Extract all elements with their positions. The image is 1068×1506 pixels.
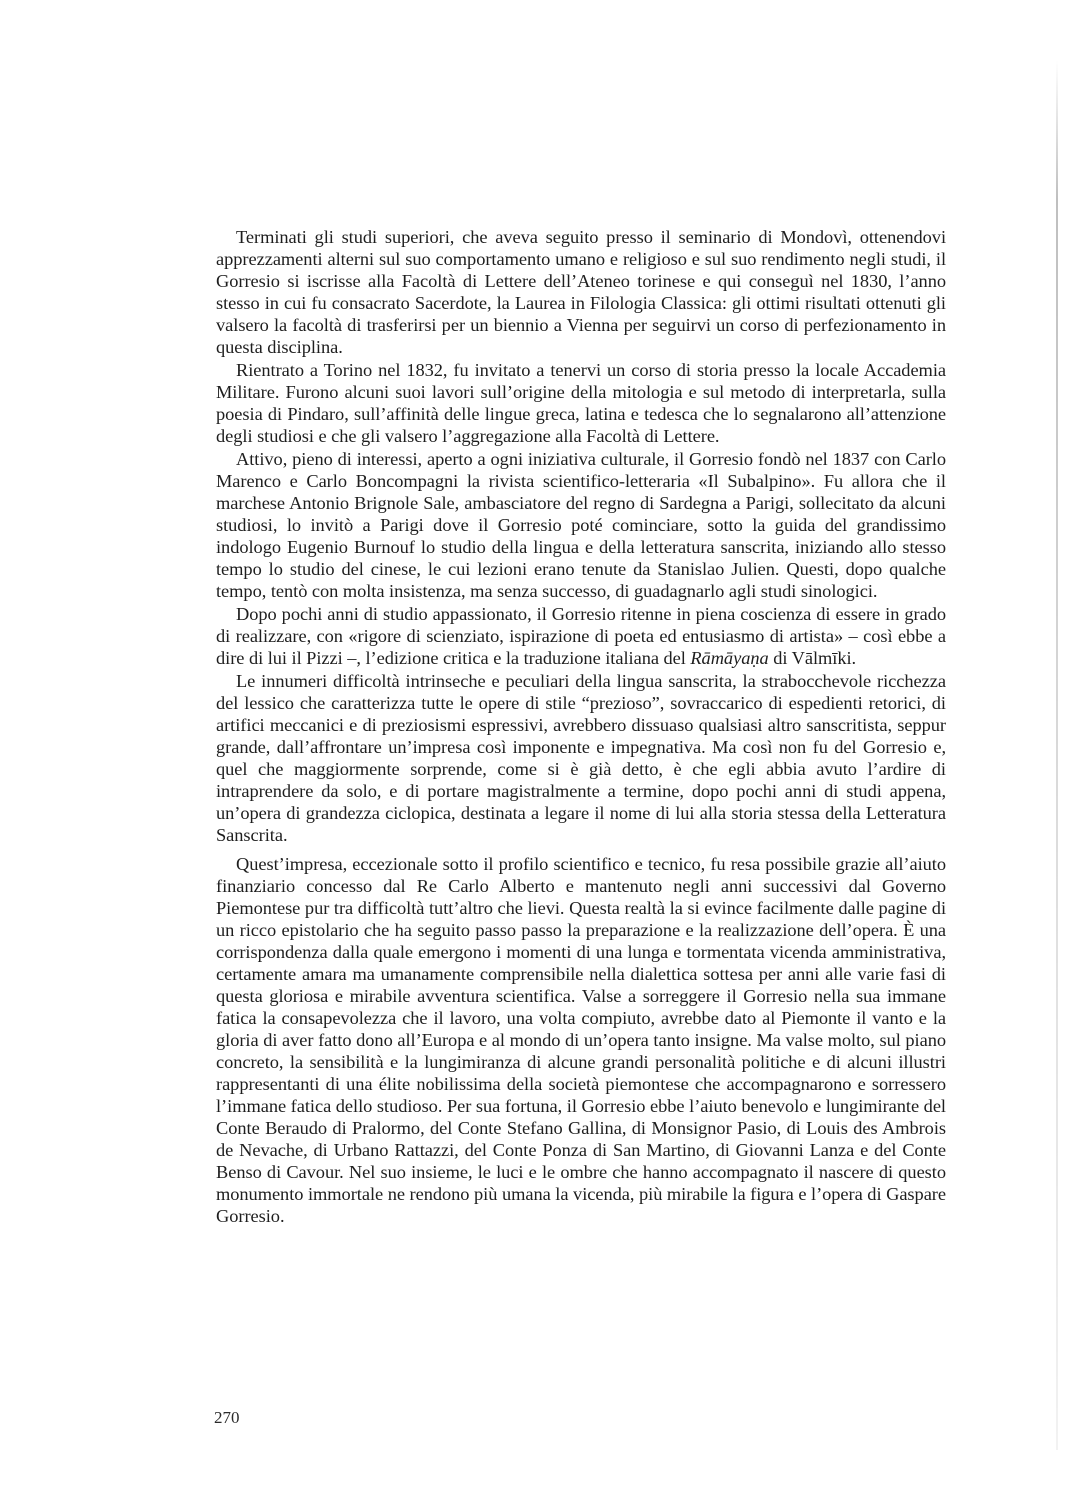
ramayana-title: Rāmāyaṇa [690, 648, 769, 668]
paragraph-4-text-before: Dopo pochi anni di studio appassionato, il Gorresio ritenne in piena coscienza di essere in grado di realizzare, con «rigore di scienziato, ispirazione di poeta ed entusiasmo di artista» – così ebbe a dire di lui il Pizzi –, l’edizione critica e la traduzione italiana del [216, 604, 946, 668]
paragraph-5: Le innumeri difficoltà intrinseche e peculiari della lingua sanscrita, la strabocchevole ricchezza del lessico che caratterizza tutte le opere di stile “prezioso”, sovraccarico di espedienti retorici, di artifici meccanici e di preziosismi espressivi, avrebbero dissuaso qualsiasi altro sanscritista, seppur grande, dall’affrontare un’impresa così imponente e impegnativa. Ma così non fu del Gorresio e, quel che maggiormente sorprende, come si è già detto, è che egli abbia avuto l’ardire di intraprendere da solo, e di portare magistralmente a termine, dopo pochi anni di studi appena, un’opera di grandezza ciclopica, destinata a legare il nome di lui alla storia stessa della Letteratura Sanscrita. [216, 671, 946, 845]
paragraph-3: Attivo, pieno di interessi, aperto a ogni iniziativa culturale, il Gorresio fondò nel 1837 con Carlo Marenco e Carlo Boncompagni la rivista scientifico-letteraria «Il Subalpino». Fu allora che il marchese Antonio Brignole Sale, ambasciatore del regno di Sardegna a Parigi, sollecitato da alcuni studiosi, lo invitò a Parigi dove il Gorresio poté cominciare, sotto la guida del grandissimo indologo Eugenio Burnouf lo studio della lingua e della letteratura sanscrita, iniziando allo stesso tempo lo studio del cinese, le cui lezioni erano tenute da Stanislao Julien. Questi, dopo qualche tempo, tentò con molta insistenza, ma senza successo, di guadagnarlo agli studi sinologici. [216, 449, 946, 601]
paragraph-4 [216, 603, 946, 669]
paragraph-2: Rientrato a Torino nel 1832, fu invitato a tenervi un corso di storia presso la locale Accademia Militare. Furono alcuni suoi lavori sull’origine della mitologia e sul metodo di interpretarla, sulla poesia di Pindaro, sull’affinità delle lingue greca, latina e tedesca che lo segnalarono all’attenzione degli studiosi e che gli valsero l’aggregazione alla Facoltà di Lettere. [216, 360, 946, 446]
paragraph-1: Terminati gli studi superiori, che aveva seguito presso il seminario di Mondovì, ottenendovi apprezzamenti alterni sul suo comportamento umano e religioso e sul suo rendimento negli studi, il Gorresio si iscrisse alla Facoltà di Lettere dell’Ateneo torinese e qui conseguì nel 1830, l’anno stesso in cui fu consacrato Sacerdote, la Laurea in Filologia Classica: gli ottimi risultati ottenuti gli valsero la facoltà di trasferirsi per un biennio a Vienna per seguirvi un corso di perfezionamento in questa disciplina. [216, 227, 946, 357]
body-text [216, 226, 946, 1227]
paragraph-6: Quest’impresa, eccezionale sotto il profilo scientifico e tecnico, fu resa possibile grazie all’aiuto finanziario concesso dal Re Carlo Alberto e mantenuto negli anni successivi dal Governo Piemontese pur tra difficoltà tutt’altro che lievi. Questa realtà la si evince facilmente dalle pagine di un ricco epistolario che ha seguito passo passo la preparazione e la realizzazione dell’opera. È una corrispondenza dalla quale emergono i momenti di una lunga e tormentata vicenda amministrativa, certamente amara ma umanamente comprensibile nella dialettica sottesa per anni alle varie fasi di questa gloriosa e mirabile avventura scientifica. Valse a sorreggere il Gorresio nella sua immane fatica la consapevolezza che il lavoro, una volta compiuto, avrebbe dato al Piemonte il vanto e la gloria di aver fatto dono all’Europa e al mondo di un’opera tanto insigne. Ma valse molto, sul piano concreto, la sensibilità e la lungimiranza di alcune grandi personalità politiche e di alcuni illustri rappresentanti di una élite nobilissima della società piemontese che accompagnarono e sorressero l’immane fatica dello studioso. Per sua fortuna, il Gorresio ebbe l’aiuto benevolo e lungimirante del Conte Beraudo di Pralormo, del Conte Stefano Gallina, di Monsignor Pasio, di Louis des Ambrois de Nevache, di Urbano Rattazzi, del Conte Ponza di San Martino, di Giovanni Lanza e del Conte Benso di Cavour. Nel suo insieme, le luci e le ombre che hanno accompagnato il nascere di questo monumento immortale ne rendono più umana la vicenda, più mirabile la figura e l’opera di Gaspare Gorresio. [216, 854, 946, 1226]
page-number: 270 [214, 1408, 240, 1427]
paragraph-4-text-after: di Vālmīki. [768, 648, 857, 668]
page-edge-shadow [1056, 60, 1058, 1450]
